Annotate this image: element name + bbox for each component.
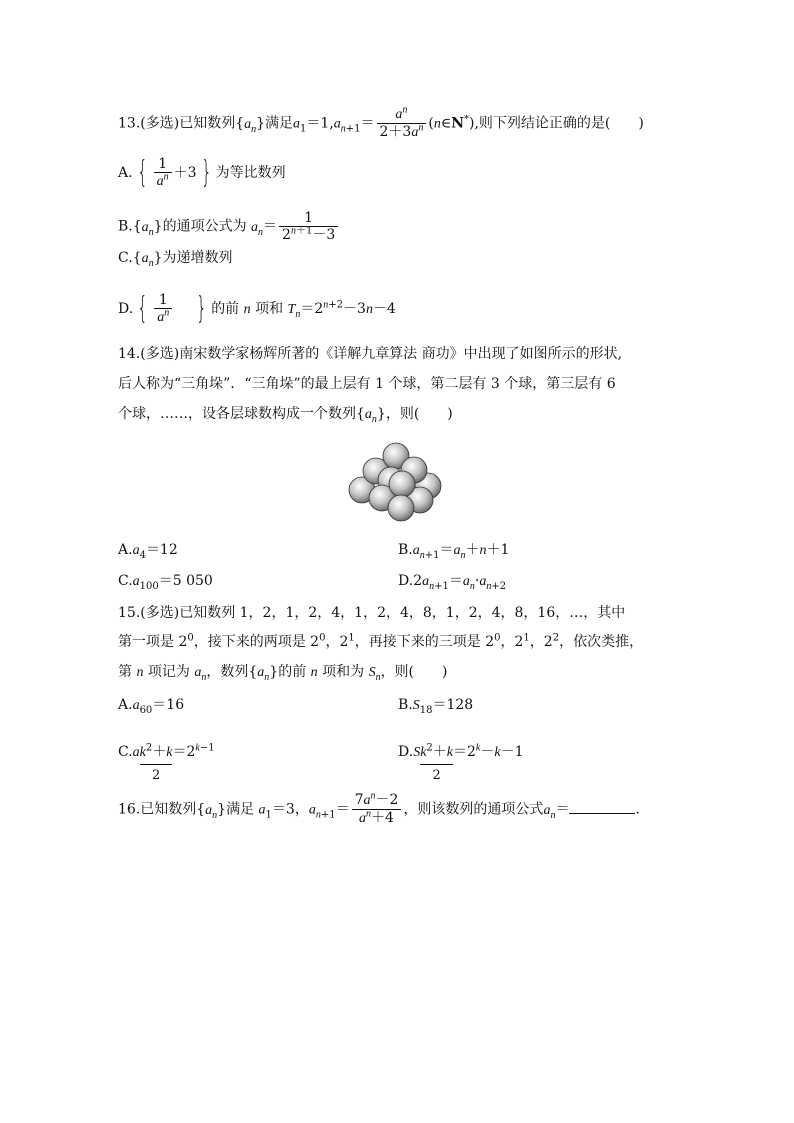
triangular-ball-stack-figure xyxy=(344,438,448,524)
q13-option-d: D. { $\frac{1}{a^n}$ } 的前 n 项和 $T_n=2^{n+2}-3n-4$ xyxy=(118,291,396,326)
q14-line-2: 后人称为“三角垛”．“三角垛”的最上层有 1 个球，第二层有 3 个球，第三层有 6 xyxy=(118,376,616,392)
q15-option-c: $C.ak^2+k$ 2 $=2^{k-1}$ xyxy=(118,742,215,783)
q13-option-c: $C.\{a_n\}$为递增数列 xyxy=(118,250,233,269)
q13-stem: 13.(多选)已知数列$\{a_n\}$满足$a_1=1,a_{n+1}=$ $\frac{a^n}{2+3a^n}$ (n∈N*),则下列结论正确的是( ) xyxy=(118,104,644,140)
q15-line-3: 第 n 项记为 $a_n$，数列$\{a_n\}$的前 n 项和为 $S_n$，则( ) xyxy=(118,664,448,683)
ball xyxy=(388,495,414,521)
q15-option-d: $D.Sk^2+k$ 2 $=2^k-k-1$ xyxy=(398,742,524,783)
q15-option-b: $B.S_{18}=128$ xyxy=(398,697,474,716)
q14-option-a: $A.a_4=12$ xyxy=(118,542,178,561)
q13-option-b: $B.\{a_n\}$的通项公式为 $a_n=$ $\frac{1}{2^{n+1}-3}$ xyxy=(118,210,340,243)
q13-option-a: A. { $\frac{1}{a^n}$ ＋3 } 为等比数列 xyxy=(118,155,286,190)
q13-fraction: $\frac{a^n}{2+3a^n}$ xyxy=(377,106,427,141)
q15-option-a: $A.a_{60}=16$ xyxy=(118,697,185,716)
q14-option-d: $D.2a_{n+1}=a_n\cdot a_{n+2}$ xyxy=(398,573,507,592)
q15-line-1: 15.(多选)已知数列 1，2，1，2，4，1，2，4，8，1，2，4，8，16，…，其中 xyxy=(118,605,626,621)
ball xyxy=(389,471,415,497)
q14-line-1: 14.(多选)南宋数学家杨辉所著的《详解九章算法 商功》中出现了如图所示的形状, xyxy=(118,346,623,362)
q14-line-3: 个球，……，设各层球数构成一个数列$\{a_n\}$，则( ) xyxy=(118,406,453,425)
q15-line-2: 第一项是 $2^0$，接下来的两项是 $2^0$，$2^1$，再接下来的三项是 $2^0$，$2^1$，$2^2$，依次类推， xyxy=(118,632,644,650)
q14-option-b: $B.a_{n+1}=a_n+n+1$ xyxy=(398,542,510,561)
q14-option-c: $C.a_{100}=5$ 050 xyxy=(118,573,213,592)
answer-blank[interactable] xyxy=(569,799,635,814)
q16-stem: 16.已知数列$\{a_n\}$满足 $a_1=3$，$a_{n+1}=$ $\frac{7a^n-2}{a^n+4}$ ，则该数列的通项公式$a_n=$ . xyxy=(118,790,640,826)
